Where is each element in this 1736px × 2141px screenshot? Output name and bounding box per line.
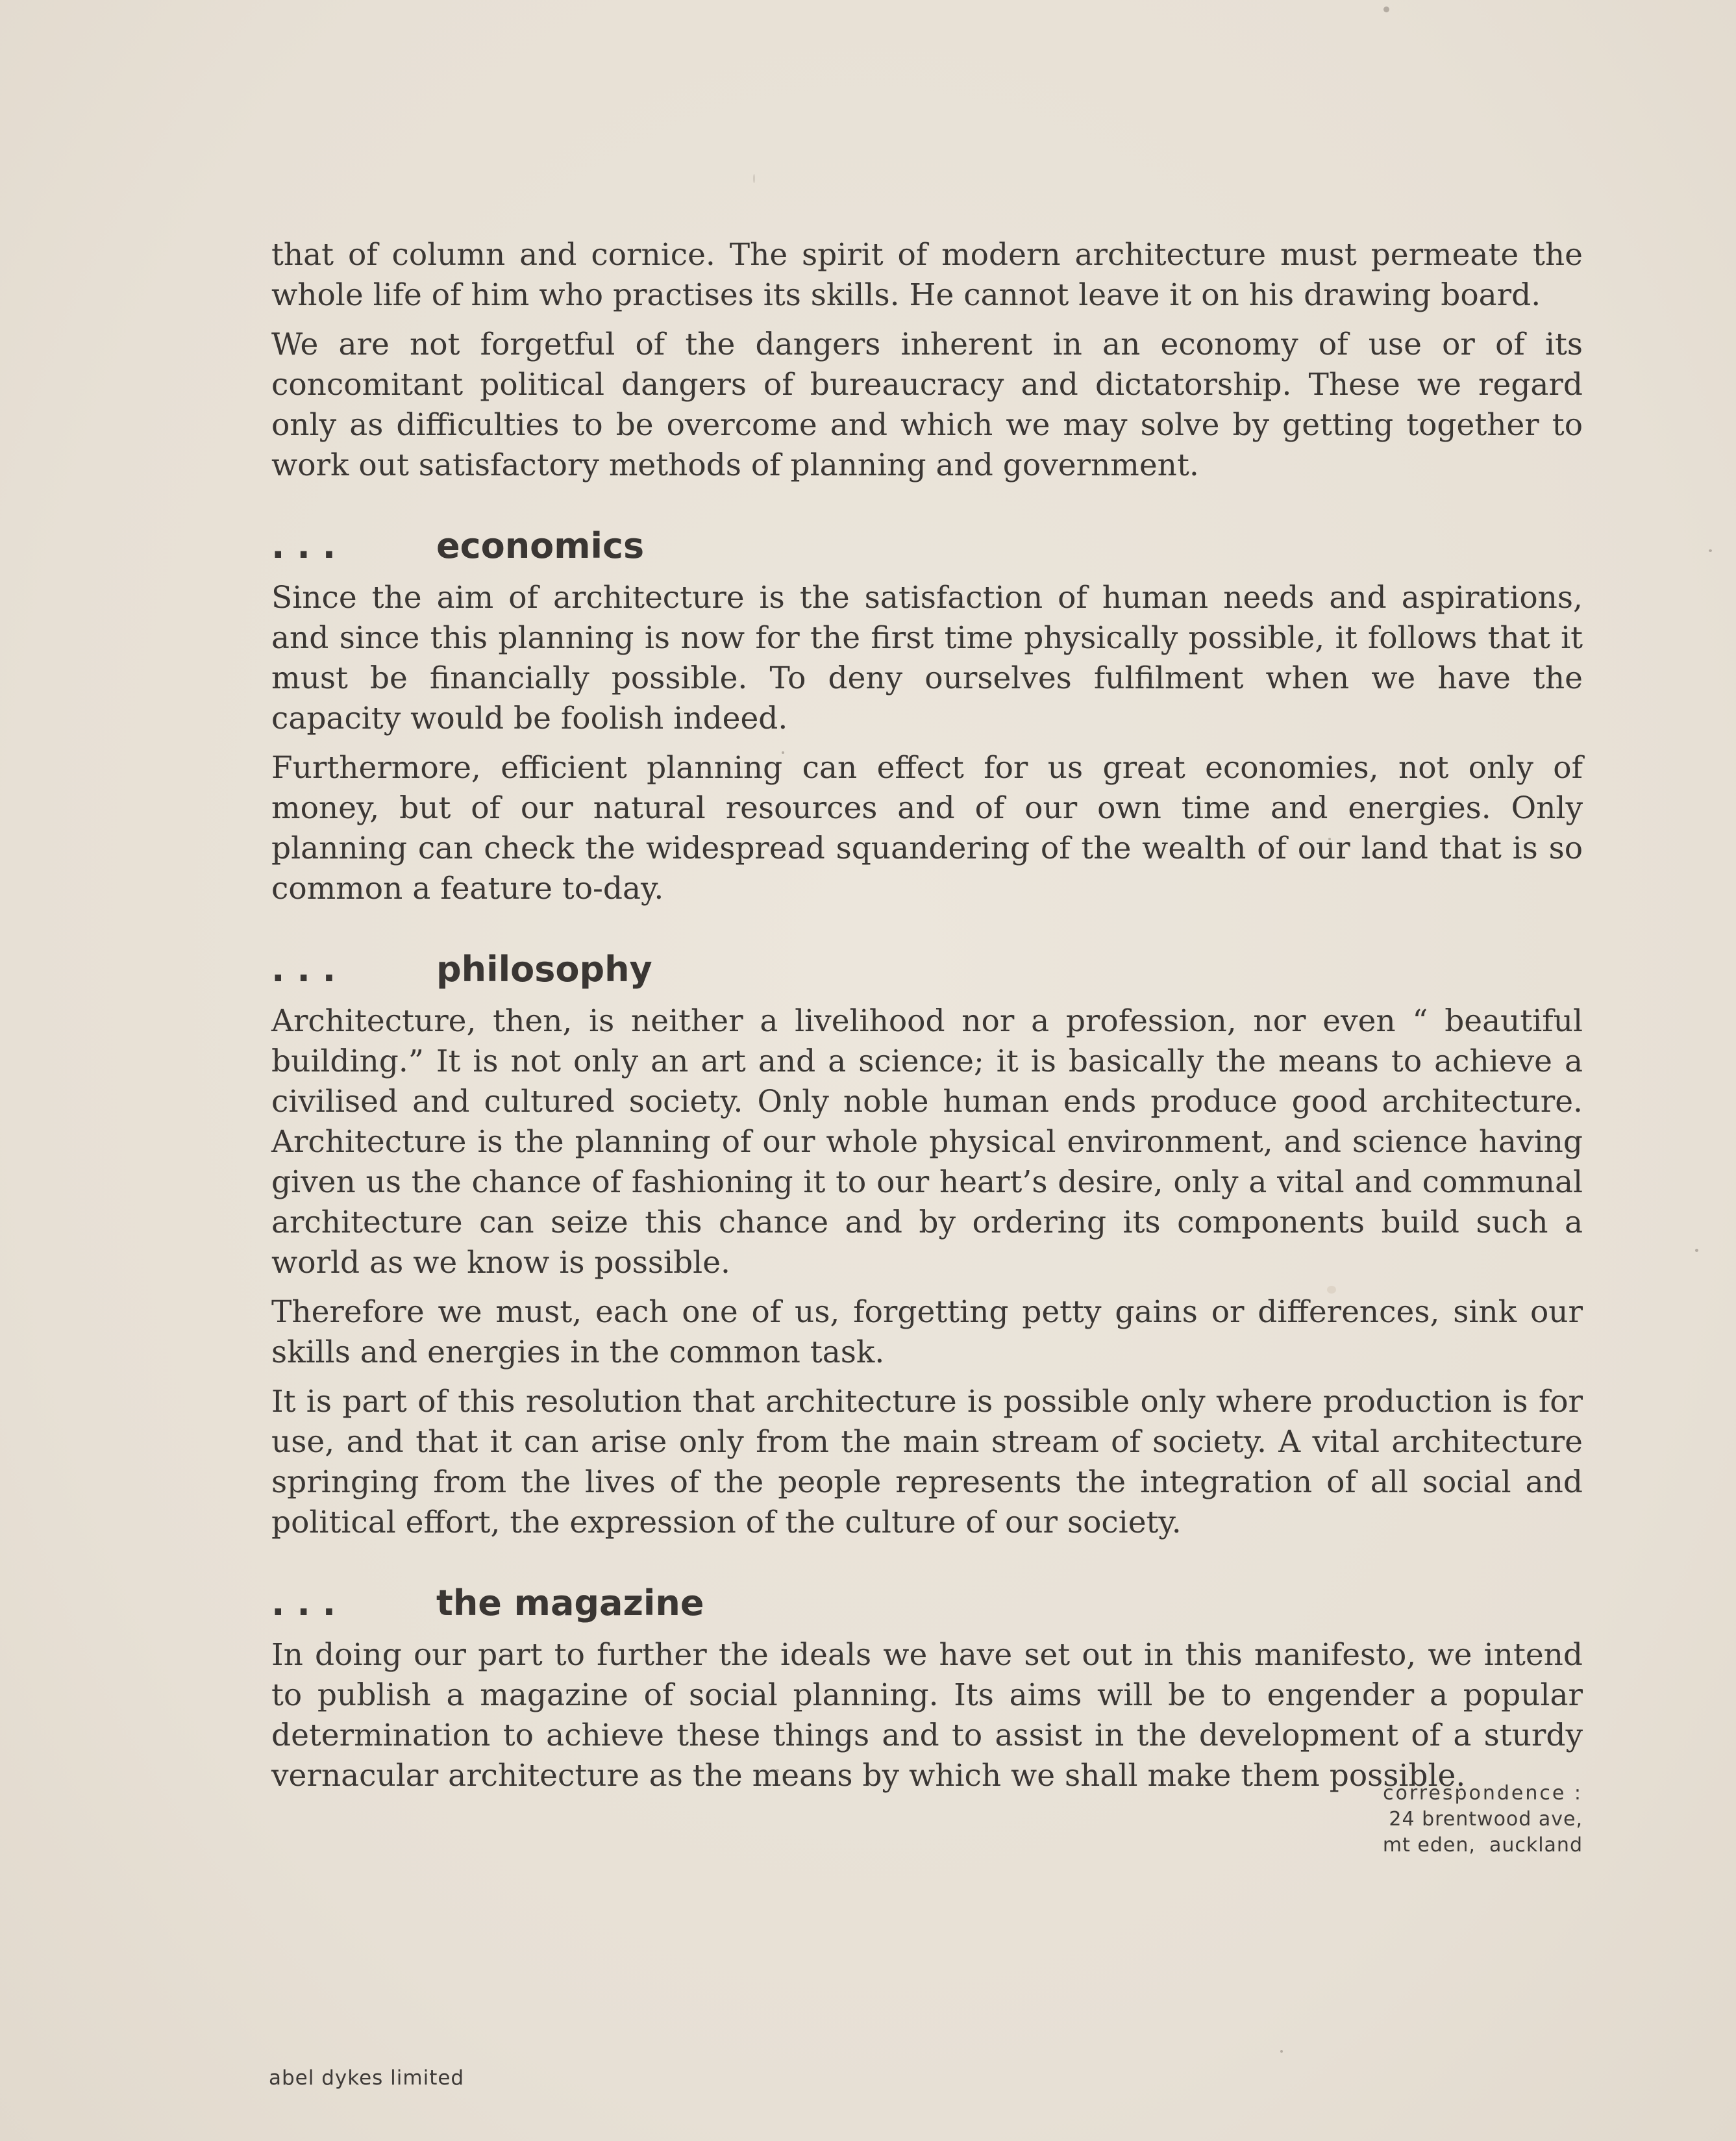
intro-paragraph-2: We are not forgetful of the dangers inherent in an economy of use or of its concomitant political dangers of bureaucracy and dictatorship. These we regard only as difficulties to be overcome and which we may solve by getting together to work out satisfactory methods of planning and government. — [271, 327, 1583, 483]
economics-paragraph-2: Furthermore, efficient planning can effect for us great economies, not only of money, but of our natural resources and of our own time and energies. Only planning can check the widespread squandering of the wealth of our land that is so common a feature to-day. — [271, 750, 1583, 907]
article-body — [271, 235, 1583, 1805]
ellipsis-marker: . . . — [271, 949, 336, 990]
ellipsis-marker: . . . — [271, 525, 336, 566]
correspondence-label: correspondence : — [1383, 1782, 1583, 1805]
philosophy-paragraph-3: It is part of this resolution that architecture is possible only where production is for use, and that it can arise only from the main stream of society. A vital architecture springing from the lives of the people represents the integration of all social and political effort, the expression of the culture of our society. — [271, 1384, 1583, 1540]
paper-speck — [1383, 6, 1389, 12]
address-line-2: mt eden, auckland — [1382, 1834, 1583, 1857]
paper-speck — [1695, 1249, 1698, 1252]
paper-speck — [753, 174, 755, 183]
economics-paragraph-1: Since the aim of architecture is the satisfaction of human needs and aspirations, and since this planning is now for the first time physically possible, it follows that it must be financially possible. To deny ourselves fulfilment when we have the capacity would be foolish indeed. — [271, 580, 1583, 736]
paper-speck — [1709, 549, 1712, 552]
printer-imprint: abel dykes limited — [269, 2066, 465, 2090]
address-line-1: 24 brentwood ave, — [1389, 1808, 1583, 1831]
paper-speck — [1280, 2050, 1283, 2053]
section-title: the magazine — [436, 1583, 704, 1623]
philosophy-paragraph-2: Therefore we must, each one of us, forgetting petty gains or differences, sink our skills and energies in the common task. — [271, 1294, 1583, 1370]
section-heading-economics — [271, 523, 1583, 569]
section-title: economics — [436, 525, 645, 566]
section-heading-philosophy — [271, 947, 1583, 992]
section-title: philosophy — [436, 949, 652, 990]
correspondence-address — [1383, 1781, 1583, 1859]
intro-paragraph-1: that of column and cornice. The spirit of modern architecture must permeate the whole life of him who practises its skills. He cannot leave it on his drawing board. — [271, 237, 1583, 313]
section-heading-the-magazine — [271, 1581, 1583, 1626]
magazine-paragraph-1: In doing our part to further the ideals we have set out in this manifesto, we intend to publish a magazine of social planning. Its aims will be to engender a popular determination to achieve these things and to assist in the development of a sturdy vernacular architecture as the means by which we shall make them possible. — [271, 1637, 1583, 1794]
philosophy-paragraph-1: Architecture, then, is neither a livelihood nor a profession, nor even “ beautiful building.” It is not only an art and a science; it is basically the means to achieve a civilised and cultured society. Only noble human ends produce good architecture. Architecture is the planning of our whole physical environment, and science having given us the chance of fashioning it to our heart’s desire, only a vital and communal architecture can seize this chance and by ordering its components build such a world as we know is possible. — [271, 1003, 1583, 1281]
ellipsis-marker: . . . — [271, 1583, 336, 1623]
